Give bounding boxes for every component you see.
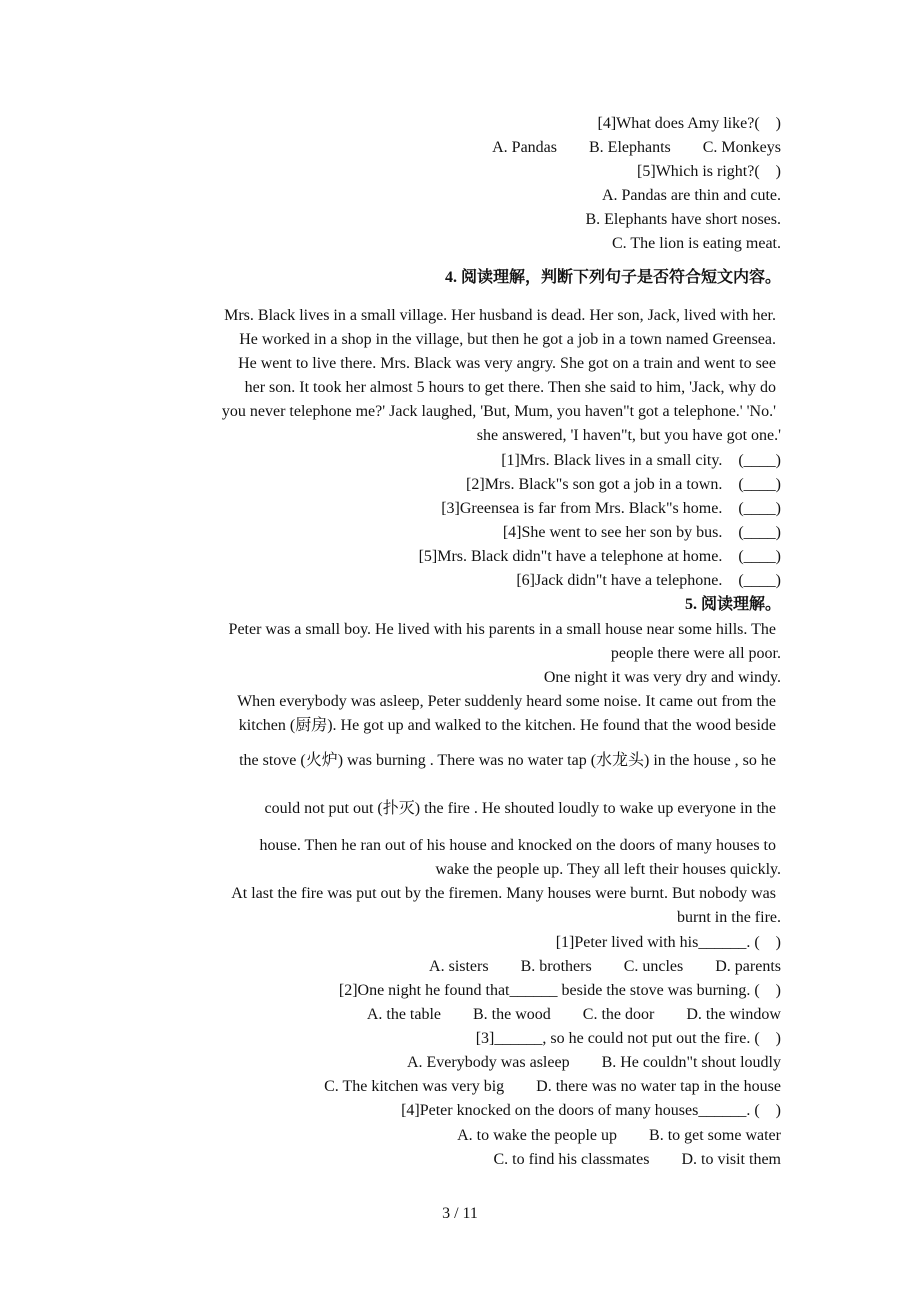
judge-item-4: [4]She went to see her son by bus. (____) [502,524,781,541]
passage5-line: could not put out (扑灭) the fire . He shouted loudly to wake up everyone in the [264,800,776,817]
passage5-line: burnt in the fire. [677,909,781,926]
options-s3-4: A. Pandas B. Elephants C. Monkeys [492,139,781,156]
option-s3-5a: A. Pandas are thin and cute. [601,187,781,204]
question-s3-4: [4]What does Amy like?( ) [597,115,781,132]
options-s5-3b: C. The kitchen was very big D. there was no water tap in the house [324,1078,781,1095]
options-s5-3a: A. Everybody was asleep B. He couldn"t shout loudly [406,1054,781,1071]
passage4-line: He worked in a shop in the village, but then he got a job in a town named Greensea. [239,331,776,348]
passage5-line: people there were all poor. [610,645,781,662]
section4-heading: 4. 阅读理解，判断下列句子是否符合短文内容。 [444,269,781,286]
options-s5-2: A. the table B. the wood C. the door D. the window [366,1006,781,1023]
passage5-line: the stove (火炉) was burning . There was no water tap (水龙头) in the house , so he [239,752,776,769]
options-s5-1: A. sisters B. brothers C. uncles D. parents [429,958,781,975]
section5-heading: 5. 阅读理解。 [684,596,781,613]
option-s3-5b: B. Elephants have short noses. [585,211,781,228]
passage5-line: kitchen (厨房). He got up and walked to the kitchen. He found that the wood beside [238,717,776,734]
passage4-line: Mrs. Black lives in a small village. Her husband is dead. Her son, Jack, lived with her. [224,307,776,324]
passage4-line: you never telephone me?' Jack laughed, 'But, Mum, you haven"t got a telephone.' 'No.' [221,403,776,420]
question-s3-5: [5]Which is right?( ) [637,163,781,180]
judge-item-1: [1]Mrs. Black lives in a small city. (____) [501,452,781,469]
options-s5-4b: C. to find his classmates D. to visit them [493,1151,781,1168]
page-number: 3 / 11 [442,1205,478,1222]
question-s5-2: [2]One night he found that______ beside the stove was burning. ( ) [338,982,781,999]
options-s5-4a: A. to wake the people up B. to get some water [457,1127,781,1144]
passage4-line: she answered, 'I haven"t, but you have got one.' [476,427,781,444]
judge-item-3: [3]Greensea is far from Mrs. Black"s home. (____) [441,500,781,517]
option-s3-5c: C. The lion is eating meat. [611,235,781,252]
question-s5-3: [3]______, so he could not put out the fire. ( ) [475,1030,781,1047]
passage5-line: Peter was a small boy. He lived with his parents in a small house near some hills. The [228,621,776,638]
passage5-line: One night it was very dry and windy. [543,669,781,686]
passage4-line: her son. It took her almost 5 hours to get there. Then she said to him, 'Jack, why do [244,379,776,396]
passage5-line: wake the people up. They all left their houses quickly. [435,861,781,878]
question-s5-1: [1]Peter lived with his______. ( ) [555,934,781,951]
judge-item-5: [5]Mrs. Black didn"t have a telephone at home. (____) [418,548,781,565]
passage5-line: At last the fire was put out by the firemen. Many houses were burnt. But nobody was [231,885,776,902]
judge-item-6: [6]Jack didn"t have a telephone. (____) [516,572,781,589]
passage5-line: house. Then he ran out of his house and knocked on the doors of many houses to [259,837,776,854]
question-s5-4: [4]Peter knocked on the doors of many houses______. ( ) [401,1102,781,1119]
passage4-line: He went to live there. Mrs. Black was very angry. She got on a train and went to see [238,355,776,372]
passage5-line: When everybody was asleep, Peter suddenly heard some noise. It came out from the [237,693,776,710]
judge-item-2: [2]Mrs. Black"s son got a job in a town. (____) [466,476,781,493]
